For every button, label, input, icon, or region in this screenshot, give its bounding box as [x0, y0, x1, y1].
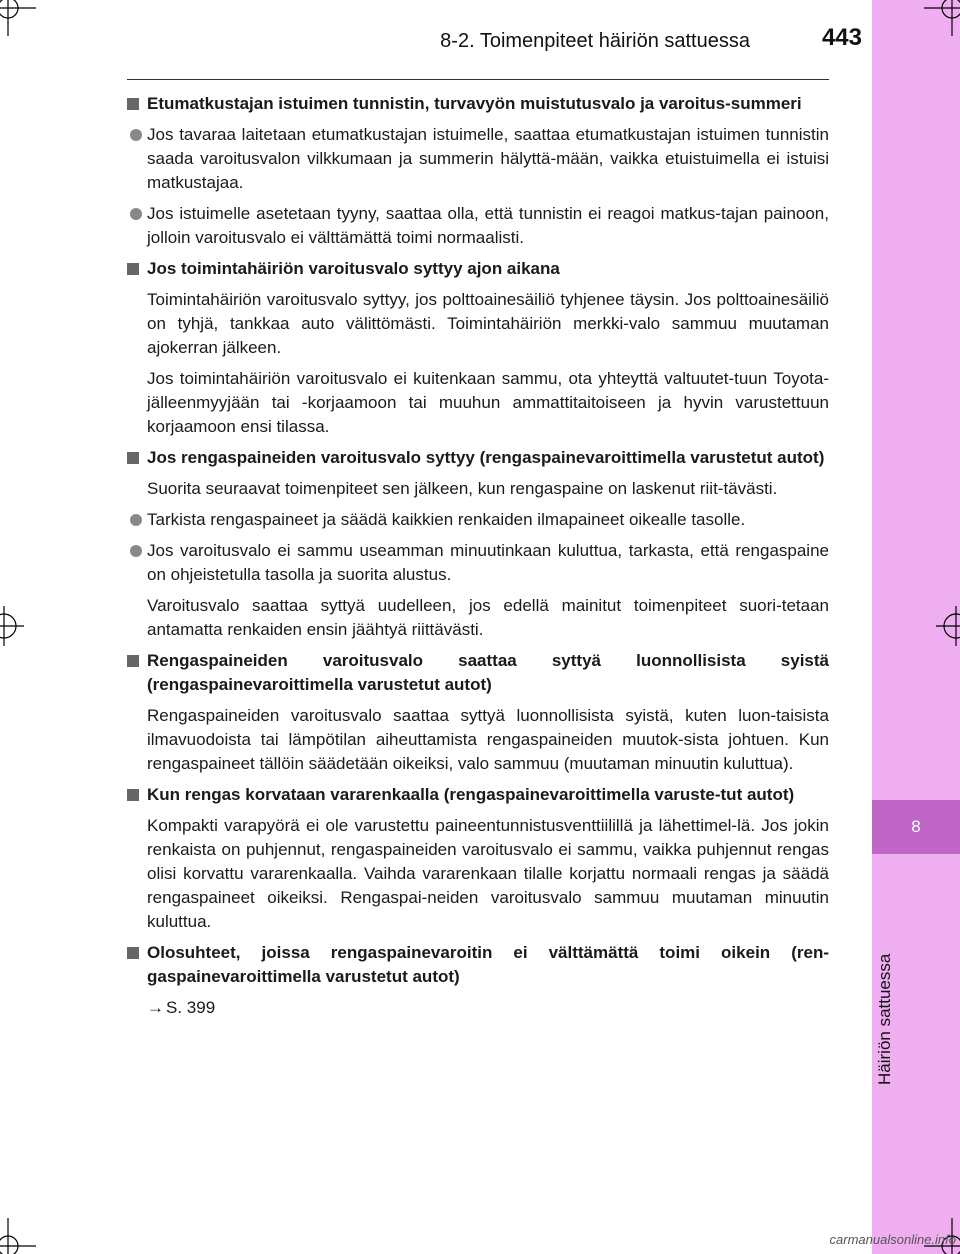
- section-heading: [127, 783, 829, 807]
- paragraph: Varoitusvalo saattaa syttyä uudelleen, jos edellä mainitut toimenpiteet suori-tetaan antamatta renkaiden ensin jäähtyä riittävästi.: [147, 596, 829, 639]
- section-title: 8-2. Toimenpiteet häiriön sattuessa: [440, 30, 750, 52]
- section-heading: [127, 446, 829, 470]
- bullet-text: Jos varoitusvalo ei sammu useamman minuutinkaan kuluttua, tarkasta, että rengaspaine on ohjeistetulla tasolla ja suorita alustus.: [147, 541, 829, 584]
- section-heading: [127, 649, 829, 697]
- circle-bullet-icon: [130, 208, 142, 220]
- square-bullet-icon: [127, 789, 139, 801]
- heading-text: Rengaspaineiden varoitusvalo saattaa syttyä luonnollisista syistä (rengaspainevaroittimella varustetut autot): [147, 651, 829, 694]
- bullet-item: [127, 539, 829, 587]
- page-reference-link[interactable]: S. 399: [166, 998, 216, 1017]
- square-bullet-icon: [127, 655, 139, 667]
- heading-text: Olosuhteet, joissa rengaspainevaroitin ei välttämättä toimi oikein (ren-gaspainevaroittimella varustetut autot): [147, 943, 829, 986]
- paragraph: Kompakti varapyörä ei ole varustettu paineentunnistusventtiilillä ja lähettimel-lä. Jos jokin renkaista on puhjennut, rengaspaineiden varoitusvalo ei sammu, vaikka puhjennut rengas olisi korvattu vararenkaalla. Vaihda vararenkaan tilalle korjattu normaali rengas ja säädä rengaspaineet oikeiksi. Rengaspai-neiden varoitusvalo sammuu muutaman minuutin kuluttua.: [147, 816, 829, 931]
- circle-bullet-icon: [130, 545, 142, 557]
- heading-text: Kun rengas korvataan vararenkaalla (rengaspainevaroittimella varuste-tut autot): [147, 785, 795, 804]
- arrow-icon: →: [147, 998, 164, 1017]
- bullet-item: [127, 202, 829, 250]
- registration-mark-icon: [936, 606, 960, 646]
- page-reference: [127, 996, 829, 1020]
- bullet-text: Jos istuimelle asetetaan tyyny, saattaa olla, että tunnistin ei reagoi matkus-tajan painoon, jolloin varoitusvalo ei välttämättä toimi normaalisti.: [147, 204, 829, 247]
- page-number: 443: [821, 24, 862, 51]
- paragraph: Rengaspaineiden varoitusvalo saattaa syttyä luonnollisista syistä, kuten luon-taisista ilmavuodoista tai lämpötilan aiheuttamista rengaspaineiden muutok-sista johtuen. Kun rengaspaineet tällöin säädetään oikeiksi, valo sammuu (muutaman minuutin kuluttua).: [147, 706, 829, 773]
- bullet-text: Tarkista rengaspaineet ja säädä kaikkien renkaiden ilmapaineet oikealle tasolle.: [147, 510, 746, 529]
- heading-text: Etumatkustajan istuimen tunnistin, turvavyön muistutusvalo ja varoitus-summeri: [147, 94, 802, 113]
- chapter-number: 8: [911, 817, 921, 836]
- paragraph: Jos toimintahäiriön varoitusvalo ei kuitenkaan sammu, ota yhteyttä valtuutet-tuun Toyota-jälleenmyyjään tai -korjaamoon tai muuhun ammattitaitoiseen ja hyvin varustettuun korjaamoon ensi tilassa.: [147, 369, 829, 436]
- registration-mark-icon: [0, 1214, 40, 1254]
- section-heading: [127, 257, 829, 281]
- watermark: carmanualsonline.info: [829, 1232, 956, 1247]
- square-bullet-icon: [127, 947, 139, 959]
- circle-bullet-icon: [130, 129, 142, 141]
- heading-text: Jos rengaspaineiden varoitusvalo syttyy (rengaspainevaroittimella varustetut autot): [147, 448, 825, 467]
- section-heading: [127, 92, 829, 116]
- paragraph: Toimintahäiriön varoitusvalo syttyy, jos polttoainesäiliö tyhjenee täysin. Jos polttoainesäiliö on tyhjä, tankkaa auto välittömästi. Toimintahäiriön merkki-valo sammuu muutaman ajokerran jälkeen.: [147, 290, 829, 357]
- bullet-text: Jos tavaraa laitetaan etumatkustajan istuimelle, saattaa etumatkustajan istuimen tunnistin saada varoitusvalon vilkkumaan ja summerin hälyttä-mään, vaikka etuistuimella ei istuisi matkustajaa.: [147, 125, 829, 192]
- square-bullet-icon: [127, 452, 139, 464]
- paragraph: Suorita seuraavat toimenpiteet sen jälkeen, kun rengaspaine on laskenut riit-tävästi.: [147, 479, 778, 498]
- registration-mark-icon: [0, 0, 40, 40]
- section-heading: [127, 941, 829, 989]
- chapter-title: Häiriön sattuessa: [875, 953, 894, 1085]
- header-rule: [127, 79, 829, 80]
- side-tab: [872, 0, 960, 800]
- bullet-item: [127, 508, 829, 532]
- square-bullet-icon: [127, 98, 139, 110]
- bullet-item: [127, 123, 829, 195]
- registration-mark-icon: [0, 606, 24, 646]
- heading-text: Jos toimintahäiriön varoitusvalo syttyy ajon aikana: [147, 259, 560, 278]
- page-content: [127, 92, 829, 1027]
- registration-mark-icon: [920, 0, 960, 40]
- circle-bullet-icon: [130, 514, 142, 526]
- square-bullet-icon: [127, 263, 139, 275]
